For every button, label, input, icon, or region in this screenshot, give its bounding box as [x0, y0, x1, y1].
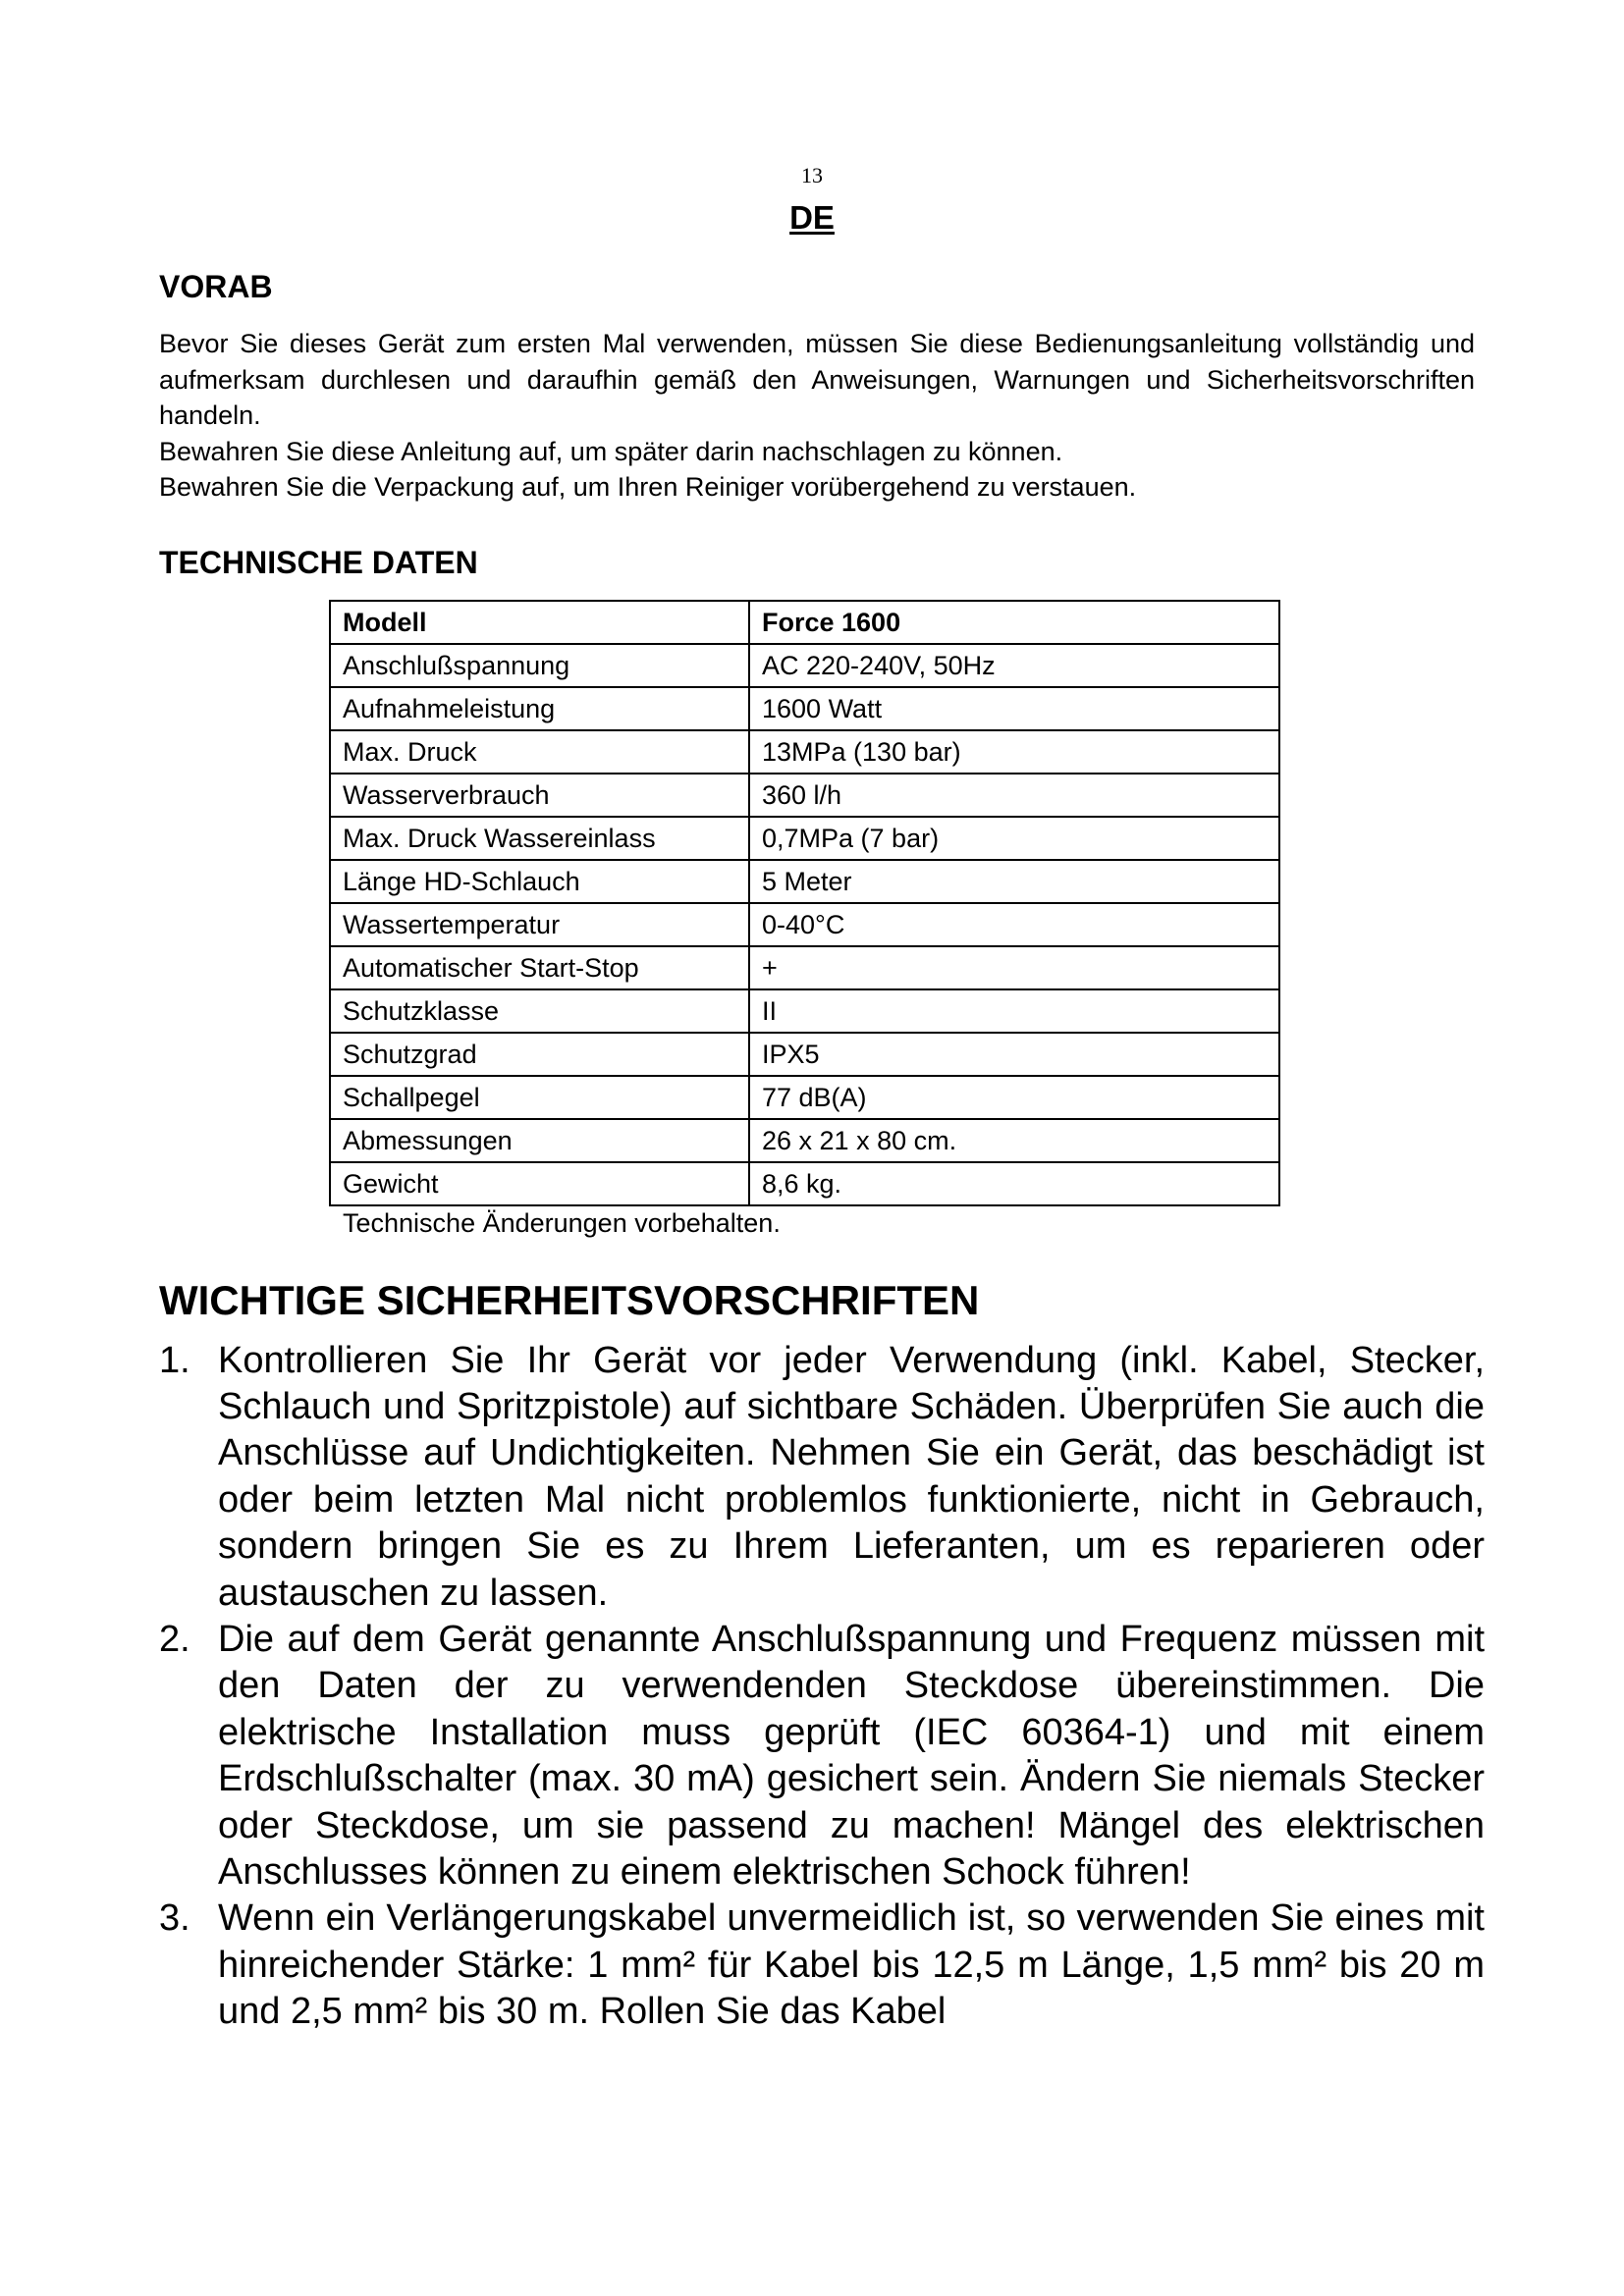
spec-label: Gewicht — [330, 1162, 749, 1205]
spec-label: Anschlußspannung — [330, 644, 749, 687]
spec-label: Schutzgrad — [330, 1033, 749, 1076]
sicherheit-heading: WICHTIGE SICHERHEITSVORSCHRIFTEN — [159, 1276, 980, 1323]
spec-label: Aufnahmeleistung — [330, 687, 749, 730]
spec-label: Abmessungen — [330, 1119, 749, 1162]
safety-item-text: Die auf dem Gerät genannte Anschlußspannung und Frequenz müssen mit den Daten der zu verwendenden Steckdose übereinstimmen. Die elektrische Installation muss geprüft (IEC 60364-1) und mit einem Erdschlußschalter (max. 30 mA) gesichert sein. Ändern Sie niemals Stecker oder Steckdose, um sie passend zu machen! Mängel des elektrischen Anschlusses können zu einem elektrischen Schock führen! — [218, 1618, 1485, 1893]
vorab-paragraph-2: Bewahren Sie diese Anleitung auf, um später darin nachschlagen zu können. — [159, 436, 1063, 466]
spec-label: Max. Druck — [330, 730, 749, 774]
spec-label: Länge HD-Schlauch — [330, 860, 749, 903]
spec-value: 1600 Watt — [749, 687, 1279, 730]
safety-list-item — [159, 1338, 1504, 1617]
safety-item-number: 1. — [159, 1339, 190, 1381]
spec-table-row — [330, 860, 1279, 903]
spec-value: 0-40°C — [749, 903, 1279, 946]
safety-list-item — [159, 1896, 1504, 2035]
spec-table-row — [330, 989, 1279, 1033]
spec-table-row — [330, 644, 1279, 687]
vorab-paragraph-1: Bevor Sie dieses Gerät zum ersten Mal verwenden, müssen Sie diese Bedienungsanleitung vollständig und aufmerksam durchlesen und daraufhin gemäß den Anweisungen, Warnungen und Sicherheitsvorschriften handeln. — [159, 329, 1475, 430]
spec-label: Max. Druck Wassereinlass — [330, 817, 749, 860]
spec-table-row — [330, 1033, 1279, 1076]
spec-label: Wassertemperatur — [330, 903, 749, 946]
spec-value: AC 220-240V, 50Hz — [749, 644, 1279, 687]
spec-value: 13MPa (130 bar) — [749, 730, 1279, 774]
vorab-heading: VORAB — [159, 269, 273, 304]
spec-table-row — [330, 903, 1279, 946]
page-number: 13 — [801, 163, 823, 187]
spec-table-row — [330, 1076, 1279, 1119]
spec-table-row — [330, 1119, 1279, 1162]
spec-table-row — [330, 774, 1279, 817]
spec-table-row — [330, 730, 1279, 774]
safety-item-text: Wenn ein Verlängerungskabel unvermeidlich ist, so verwenden Sie eines mit hinreichender Stärke: 1 mm² für Kabel bis 12,5 m Länge, 1,5 mm² bis 20 m und 2,5 mm² bis 30 m. Rollen Sie das Kabel — [218, 1897, 1485, 2033]
spec-value: + — [749, 946, 1279, 989]
spec-value: 77 dB(A) — [749, 1076, 1279, 1119]
spec-value: 0,7MPa (7 bar) — [749, 817, 1279, 860]
spec-label: Modell — [330, 601, 749, 644]
spec-value: 26 x 21 x 80 cm. — [749, 1119, 1279, 1162]
spec-table-row — [330, 817, 1279, 860]
safety-list — [159, 1338, 1504, 2036]
spec-value: 360 l/h — [749, 774, 1279, 817]
safety-item-text: Kontrollieren Sie Ihr Gerät vor jeder Verwendung (inkl. Kabel, Stecker, Schlauch und Spritzpistole) auf sichtbare Schäden. Überprüfen Sie auch die Anschlüsse auf Undichtigkeiten. Nehmen Sie ein Gerät, das beschädigt ist oder beim letzten Mal nicht problemlos funktionierte, nicht in Gebrauch, sondern bringen Sie es zu Ihrem Lieferanten, um es reparieren oder austauschen zu lassen. — [218, 1339, 1485, 1614]
spec-label: Schallpegel — [330, 1076, 749, 1119]
spec-value: 8,6 kg. — [749, 1162, 1279, 1205]
spec-label: Schutzklasse — [330, 989, 749, 1033]
spec-value: 5 Meter — [749, 860, 1279, 903]
safety-list-item — [159, 1617, 1504, 1896]
table-note: Technische Änderungen vorbehalten. — [343, 1207, 781, 1238]
spec-table-header-row — [330, 601, 1279, 644]
spec-table-row — [330, 946, 1279, 989]
spec-value: Force 1600 — [749, 601, 1279, 644]
language-code: DE — [789, 199, 835, 236]
safety-item-number: 3. — [159, 1897, 190, 1940]
spec-table-row — [330, 687, 1279, 730]
spec-table-row — [330, 1162, 1279, 1205]
vorab-paragraph-3: Bewahren Sie die Verpackung auf, um Ihren Reiniger vorübergehend zu verstauen. — [159, 472, 1137, 502]
safety-item-number: 2. — [159, 1618, 190, 1660]
document-body — [159, 267, 1504, 2036]
technische-daten-heading: TECHNISCHE DATEN — [159, 544, 478, 580]
spec-label: Wasserverbrauch — [330, 774, 749, 817]
spec-value: II — [749, 989, 1279, 1033]
spec-value: IPX5 — [749, 1033, 1279, 1076]
spec-label: Automatischer Start-Stop — [330, 946, 749, 989]
vorab-section — [159, 326, 1475, 506]
spec-table — [329, 600, 1280, 1206]
